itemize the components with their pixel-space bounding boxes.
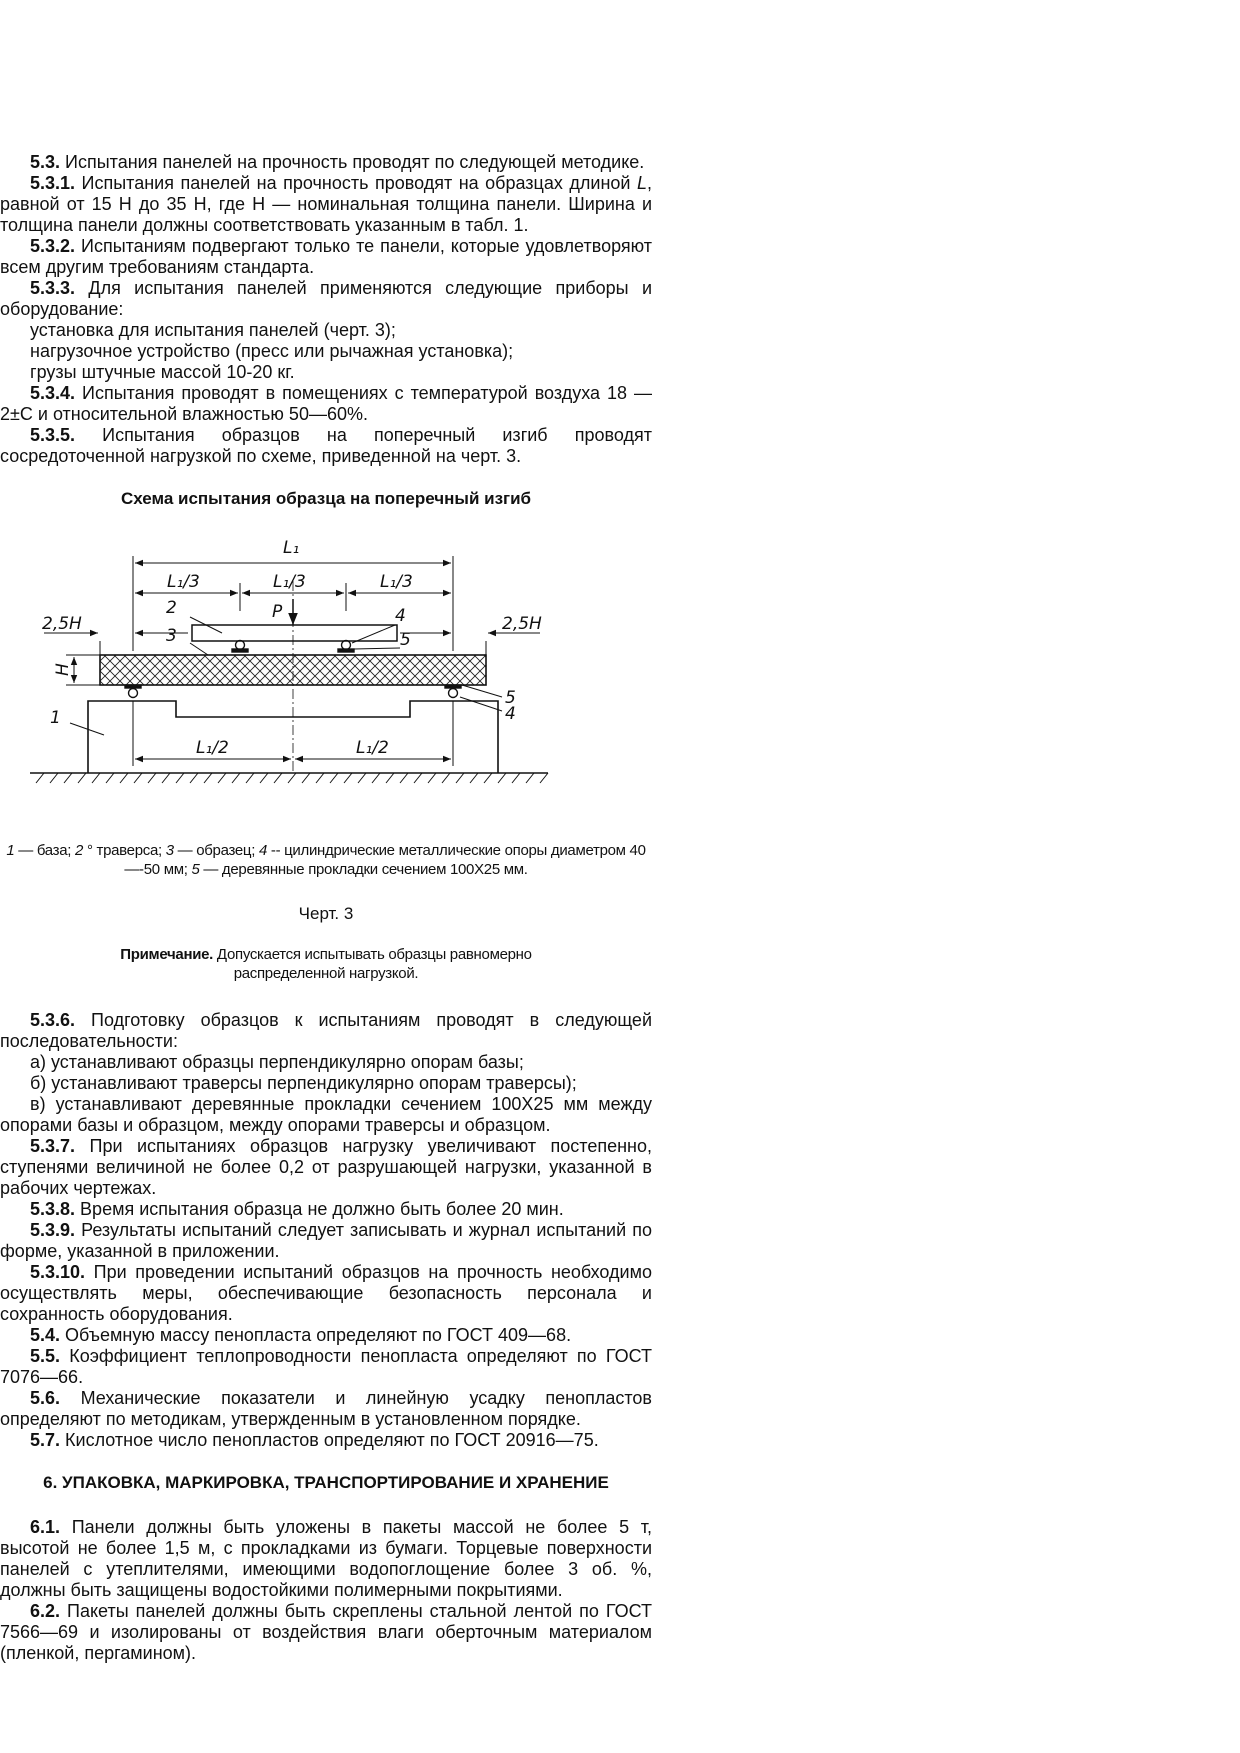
list-item: в) устанавливают деревянные прокладки сечением 100Х25 мм между опорами базы и образцом, между опорами траверсы и образцом. <box>0 1094 652 1135</box>
paragraph-6-1: 6.1. Панели должны быть уложены в пакеты массой не более 5 т, высотой не более 1,5 м, с прокладками из бумаги. Торцевые поверхности панелей с утеплителями, имеющими водопоглощение более 3 об. %, должны быть защищены водостойкими полимерными покрытиями. <box>0 1517 652 1600</box>
list-item: нагрузочное устройство (пресс или рычажная установка); <box>30 341 514 361</box>
label-l1: L₁ <box>283 538 300 558</box>
paragraph-5-3-10: 5.3.10. При проведении испытаний образцов на прочность необходимо осуществлять меры, обеспечивающие безопасность персонала и сохранность оборудования. <box>0 1262 652 1324</box>
paragraph-5-5: 5.5. Коэффициент теплопроводности пенопласта определяют по ГОСТ 7076—66. <box>0 1346 652 1387</box>
section-heading-6: 6. УПАКОВКА, МАРКИРОВКА, ТРАНСПОРТИРОВАНИЕ И ХРАНЕНИЕ <box>43 1473 609 1492</box>
figure-number: Черт. 3 <box>298 904 354 923</box>
label-l1-3-left: L₁/3 <box>167 572 200 592</box>
paragraph-5-7: 5.7. Кислотное число пенопластов определяют по ГОСТ 20916—75. <box>30 1430 599 1450</box>
label-2-5h-right: 2,5H <box>502 614 542 634</box>
label-1: 1 <box>50 708 61 728</box>
figure-note: Примечание. Допускается испытывать образцы равномерно распределенной нагрузкой. <box>120 946 532 982</box>
figure-caption: 1 — база; 2 ° траверса; 3 — образец; 4 -- цилиндрические металлические опоры диаметром 40—-50 мм; 5 — деревянные прокладки сечением 100Х25 мм. <box>6 842 646 878</box>
label-5-top: 5 <box>400 630 411 650</box>
paragraph-5-3: 5.3. Испытания панелей на прочность проводят по следующей методике. <box>30 152 645 172</box>
label-2: 2 <box>166 598 177 618</box>
paragraph-5-3-6: 5.3.6. Подготовку образцов к испытаниям проводят в следующей последовательности: <box>0 1010 652 1051</box>
label-3: 3 <box>166 626 177 646</box>
list-item: а) устанавливают образцы перпендикулярно опорам базы; <box>30 1052 524 1072</box>
label-2-5h-left: 2,5H <box>42 614 82 634</box>
label-4-top: 4 <box>395 606 406 626</box>
paragraph-5-3-9: 5.3.9. Результаты испытаний следует записывать и журнал испытаний по форме, указанной в приложении. <box>0 1220 652 1261</box>
label-l1-3-mid: L₁/3 <box>273 572 306 592</box>
paragraph-6-2: 6.2. Пакеты панелей должны быть скреплены стальной лентой по ГОСТ 7566—69 и изолированы от воздействия влаги оберточным материалом (пленкой, пергамином). <box>0 1601 652 1663</box>
label-4-right: 4 <box>505 704 516 724</box>
label-5-right: 5 <box>505 688 516 708</box>
paragraph-5-3-5: 5.3.5. Испытания образцов на поперечный изгиб проводят сосредоточенной нагрузкой по схеме, приведенной на черт. 3. <box>0 425 652 466</box>
paragraph-5-3-1: 5.3.1. Испытания панелей на прочность проводят на образцах длиной L, равной от 15 Н до 35 Н, где Н — номинальная толщина панели. Ширина и толщина панели должны соответствовать указанным в табл. 1. <box>0 173 652 235</box>
label-l1-3-right: L₁/3 <box>380 572 413 592</box>
label-l1-2-right: L₁/2 <box>356 738 389 758</box>
paragraph-5-3-4: 5.3.4. Испытания проводят в помещениях с температурой воздуха 18 —2±С и относительной влажностью 50—60%. <box>0 383 652 424</box>
list-item: грузы штучные массой 10-20 кг. <box>30 362 295 382</box>
label-l1-2-left: L₁/2 <box>196 738 229 758</box>
paragraph-5-6: 5.6. Механические показатели и линейную усадку пенопластов определяют по методикам, утвержденным в установленном порядке. <box>0 1388 652 1429</box>
label-h: H <box>53 663 73 676</box>
paragraph-5-3-7: 5.3.7. При испытаниях образцов нагрузку увеличивают постепенно, ступенями величиной не более 0,2 от разрушающей нагрузки, указанной в рабочих чертежах. <box>0 1136 652 1198</box>
bending-test-diagram <box>0 521 652 821</box>
label-p: P <box>272 602 283 622</box>
document-column <box>0 152 652 1664</box>
list-item: установка для испытания панелей (черт. 3); <box>30 320 396 340</box>
list-item: б) устанавливают траверсы перпендикулярно опорам траверсы); <box>30 1073 577 1093</box>
paragraph-5-3-2: 5.3.2. Испытаниям подвергают только те панели, которые удовлетворяют всем другим требованиям стандарта. <box>0 236 652 277</box>
paragraph-5-3-8: 5.3.8. Время испытания образца не должно быть более 20 мин. <box>30 1199 564 1219</box>
paragraph-5-4: 5.4. Объемную массу пенопласта определяют по ГОСТ 409—68. <box>30 1325 572 1345</box>
figure-title: Схема испытания образца на поперечный изгиб <box>120 489 532 508</box>
paragraph-5-3-3: 5.3.3. Для испытания панелей применяются следующие приборы и оборудование: <box>0 278 652 319</box>
